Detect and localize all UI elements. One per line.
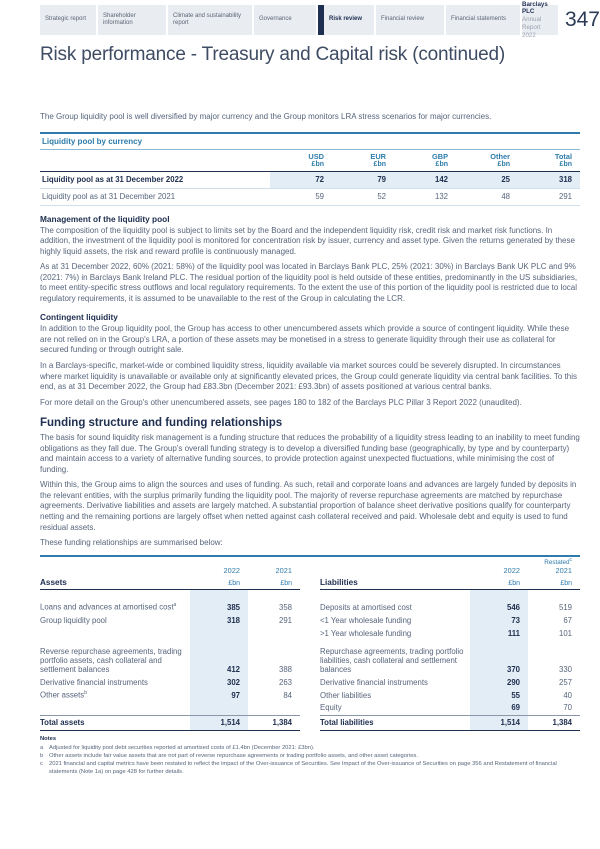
table-row [320, 628, 580, 641]
value-2022: 302 [190, 677, 248, 690]
note-text: Adjusted for liquidity pool debt securities reported at amortised costs of £1.4bn (December 2021: £3bn). [49, 745, 315, 752]
total-value-2022: 1,514 [470, 716, 528, 731]
total-label: Total assets [40, 716, 190, 731]
year-header-row [320, 566, 580, 576]
unit-label: £bn [248, 576, 300, 590]
unit-label: £bn [332, 161, 394, 172]
value-gbp: 142 [394, 171, 456, 188]
value-usd: 59 [270, 188, 332, 205]
liabilities-header: Liabilities [320, 576, 470, 590]
note-text: Other assets include fair value assets that are not part of reverse repurchase agreements or trading portfolio assets, and other asset categories. [49, 752, 418, 759]
table-row [320, 690, 580, 703]
tab-label: Financial review [381, 16, 425, 23]
section-heading-funding: Funding structure and funding relationships [40, 417, 283, 430]
value-2022: 111 [470, 628, 528, 641]
row-label: Other assets$^b$ [40, 690, 87, 700]
tab-risk-review-active[interactable] [318, 5, 374, 35]
funding-relationships-table [40, 555, 580, 732]
empty-header-cell [40, 150, 270, 161]
brand-name: Barclays PLC [522, 0, 548, 16]
unit-label: £bn [270, 161, 332, 172]
value-2021: 358 [278, 602, 292, 612]
value-2021: 84 [283, 690, 292, 700]
note-letter: c [40, 760, 43, 767]
year-2022-label: 2022 [503, 565, 520, 575]
liabilities-header-row [320, 576, 580, 590]
spacer-row [40, 703, 300, 716]
contingent-paragraph-2: In a Barclays-specific, market-wide or combined liquidity stress, liquidity available via market sources could be severely disrupted. In circumstances where market liquidity is unavailable or available only at significantly elevated prices, the Group could generate liquidity via central bank facilities. To this end, as at 31 December 2022, the Group had £83.3bn (December 2021: £93.3bn) of assets positioned at various central banks. [40, 361, 578, 392]
year-2021-label: 2021 [275, 565, 292, 575]
funding-paragraph-1: The basis for sound liquidity risk management is a funding structure that reduces the probability of a liquidity stress leading to an inability to meet funding obligations as they fall due. The Group's overall funding strategy is to develop a diversified funding base (geographically, by type and by counterparty) and maintain access to a variety of alternative funding sources, to provide protection against unexpected fluctuations, while minimising the cost of funding. [40, 433, 580, 474]
value-2021: 257 [558, 677, 572, 687]
value-2022: 55 [470, 690, 528, 703]
table-row [40, 641, 300, 677]
row-label: Derivative financial instruments [40, 677, 148, 687]
row-label: >1 Year wholesale funding [320, 628, 412, 638]
page-number: 347 [564, 8, 600, 31]
assets-header-row [40, 576, 300, 590]
value-2022: 73 [470, 615, 528, 628]
value-2022: 97 [190, 690, 248, 703]
row-label: Liquidity pool as at 31 December 2022 [40, 171, 270, 188]
col-header-gbp: GBP [431, 151, 448, 161]
restated-placeholder [248, 557, 300, 566]
table-row [40, 615, 300, 628]
table-row [40, 690, 300, 703]
total-value-2021: 1,384 [248, 716, 300, 731]
funding-paragraph-2: Within this, the Group aims to align the sources and uses of funding. As such, retail and corporate loans and advances are largely funded by deposits in the relevant entities, with the surplus primarily funding the liquidity pool. The majority of reverse repurchase agreements are matched by repurchase agreements. Derivative liabilities and assets are largely matched. A substantial proportion of balance sheet derivative positions qualify for counterparty netting and the remaining portions are largely offset when netted against cash collateral received and paid. Wholesale debt and equity is used to fund residual assets. [40, 480, 577, 532]
contingent-paragraph-1: In addition to the Group liquidity pool, the Group has access to other unencumbered assets which provide a source of contingent liquidity. While these are not relied on in the Group's LRA, a portion of these assets may be monetised in a stress to generate liquidity through their use as collateral for secured funding or through outright sale. [40, 324, 570, 355]
table-row [40, 590, 300, 615]
note-a [40, 745, 580, 753]
value-2021: 70 [563, 703, 572, 713]
value-other: 25 [456, 171, 518, 188]
unit-label: £bn [518, 161, 580, 172]
row-label: Deposits at amortised cost [320, 602, 412, 612]
note-c [40, 761, 580, 777]
value-2021: 101 [558, 628, 572, 638]
table-row [40, 677, 300, 690]
unit-label: £bn [190, 576, 248, 590]
tab-financial-review[interactable] [376, 5, 444, 35]
row-label: <1 Year wholesale funding [320, 615, 412, 625]
row-label: Other liabilities [320, 690, 372, 700]
tab-label: Climate and sustainability report [173, 12, 242, 26]
note-b [40, 753, 580, 761]
tab-governance[interactable] [254, 5, 316, 35]
funding-paragraph-3: These funding relationships are summarised below: [40, 538, 223, 548]
table-row [320, 641, 580, 677]
unit-header-row [40, 161, 580, 172]
footnote-ref: b [84, 690, 87, 697]
note-letter: b [40, 752, 44, 759]
col-header-usd: USD [308, 151, 324, 161]
total-value-2021: 1,384 [528, 716, 580, 731]
value-2021: 40 [563, 690, 572, 700]
year-2022-label: 2022 [223, 565, 240, 575]
management-paragraph-2: As at 31 December 2022, 60% (2021: 58%) of the liquidity pool was located in Barclays Bank PLC, 25% (2021: 30%) in Barclays Bank UK PLC and 9% (2021: 7%) in Barclays Bank Ireland PLC. The residual portion of the liquidity pool is held outside of these entities, predominantly in the US subsidiaries, to meet entity-specific stress outflows and local regulatory requirements. To the extent the use of this portion of the liquidity pool is restricted due to local regulatory requirements, it is assumed to be unavailable to the rest of the Group in calculating the LCR. [40, 262, 578, 303]
footnote-ref: a [173, 602, 177, 609]
tab-label: Financial statements [451, 16, 507, 23]
col-header-eur: EUR [370, 151, 386, 161]
total-assets-row [40, 716, 300, 731]
empty-header-cell [40, 161, 270, 172]
col-header-other: Other [490, 151, 510, 161]
value-total: 318 [518, 171, 580, 188]
management-paragraph-1: The composition of the liquidity pool is subject to limits set by the Board and the independent liquidity risk, credit risk and market risk functions. In addition, the investment of the liquidity pool is monitored for concentration risk by issuer, currency and asset type. Given the returns generated by these highly liquid assets, the risk and reward profile is continuously managed. [40, 225, 575, 256]
value-2022: 290 [470, 677, 528, 690]
unit-label: £bn [528, 576, 580, 590]
currency-header-row [40, 150, 580, 161]
table-row-2022 [40, 171, 580, 188]
year-header-row [40, 566, 300, 576]
row-label: Repurchase agreements, trading portfolio liabilities, cash collateral and settlement balances [320, 646, 464, 674]
restated-row [320, 557, 580, 566]
tab-label: Strategic report [45, 16, 87, 23]
report-brand [522, 0, 558, 39]
total-label: Total liabilities [320, 716, 470, 731]
tab-strategic-report[interactable] [40, 5, 96, 35]
tab-label: Shareholder information [103, 12, 136, 26]
col-header-total: Total [554, 151, 572, 161]
footnotes [40, 736, 580, 776]
row-label: Liquidity pool as at 31 December 2021 [40, 188, 270, 205]
spacer-row [40, 628, 300, 641]
intro-paragraph: The Group liquidity pool is well diversified by major currency and the Group monitors LRA stress scenarios for major currencies. [40, 112, 492, 121]
tab-label: Risk review [329, 16, 363, 23]
value-2022: 546 [470, 590, 528, 615]
row-label: Reverse repurchase agreements, trading portfolio assets, cash collateral and settlement balances [40, 646, 182, 674]
tab-label: Governance [259, 16, 292, 23]
unit-label: £bn [456, 161, 518, 172]
section-heading-management: Management of the liquidity pool [40, 213, 170, 224]
row-label: Derivative financial instruments [320, 677, 428, 687]
row-label: Loans and advances at amortised cost$^a$ [40, 602, 177, 612]
liquidity-pool-by-currency-table [40, 132, 580, 206]
table-row [320, 615, 580, 628]
value-eur: 79 [332, 171, 394, 188]
year-2021-label: 2021 [555, 565, 572, 575]
page-title: Risk performance - Treasury and Capital risk (continued) [40, 44, 506, 65]
nav-tabs [40, 0, 558, 39]
brand-report-year: Annual Report 2022 [522, 16, 542, 39]
table-title: Liquidity pool by currency [40, 132, 580, 150]
row-label: Group liquidity pool [40, 615, 107, 625]
note-text: 2021 financial and capital metrics have been restated to reflect the impact of the Over-issuance of Securities. See Impact of the Over-issuance of Securities on page 356 and Restatement of financial statements (Note 1a) on page 428 for further details. [49, 760, 557, 775]
value-2022: 385 [190, 590, 248, 615]
notes-heading: Notes [40, 736, 57, 743]
value-2022: 412 [190, 641, 248, 677]
tab-shareholder-information[interactable] [98, 5, 166, 35]
unit-label: £bn [394, 161, 456, 172]
table-row-2021 [40, 188, 580, 205]
contingent-paragraph-3: For more detail on the Group's other unencumbered assets, see pages 180 to 182 of the Barclays PLC Pillar 3 Report 2022 (unaudited). [40, 397, 522, 407]
restated-label: Restated$^c$ [544, 556, 572, 566]
value-total: 291 [518, 188, 580, 205]
liabilities-table [320, 557, 580, 732]
assets-table [40, 557, 300, 732]
note-letter: a [40, 745, 44, 752]
tab-financial-statements[interactable] [446, 5, 520, 35]
value-usd: 72 [270, 171, 332, 188]
value-eur: 52 [332, 188, 394, 205]
value-2021: 330 [558, 664, 572, 674]
table-row [320, 703, 580, 716]
total-value-2022: 1,514 [190, 716, 248, 731]
value-other: 48 [456, 188, 518, 205]
tab-climate-sustainability-report[interactable] [168, 5, 252, 35]
value-2021: 67 [563, 615, 572, 625]
value-2021: 263 [278, 677, 292, 687]
row-label: Equity [320, 703, 342, 713]
table-row [320, 590, 580, 615]
unit-label: £bn [470, 576, 528, 590]
section-heading-contingent: Contingent liquidity [40, 312, 118, 323]
top-nav-bar [40, 0, 600, 39]
restated-row [40, 557, 300, 566]
value-2022: 318 [190, 615, 248, 628]
value-2022: 69 [470, 703, 528, 716]
value-gbp: 132 [394, 188, 456, 205]
total-liabilities-row [320, 716, 580, 731]
value-2021: 519 [558, 602, 572, 612]
assets-header: Assets [40, 576, 190, 590]
value-2022: 370 [470, 641, 528, 677]
table-row [320, 677, 580, 690]
footnote-ref: c [569, 556, 572, 563]
value-2021: 291 [278, 615, 292, 625]
value-2021: 388 [278, 664, 292, 674]
